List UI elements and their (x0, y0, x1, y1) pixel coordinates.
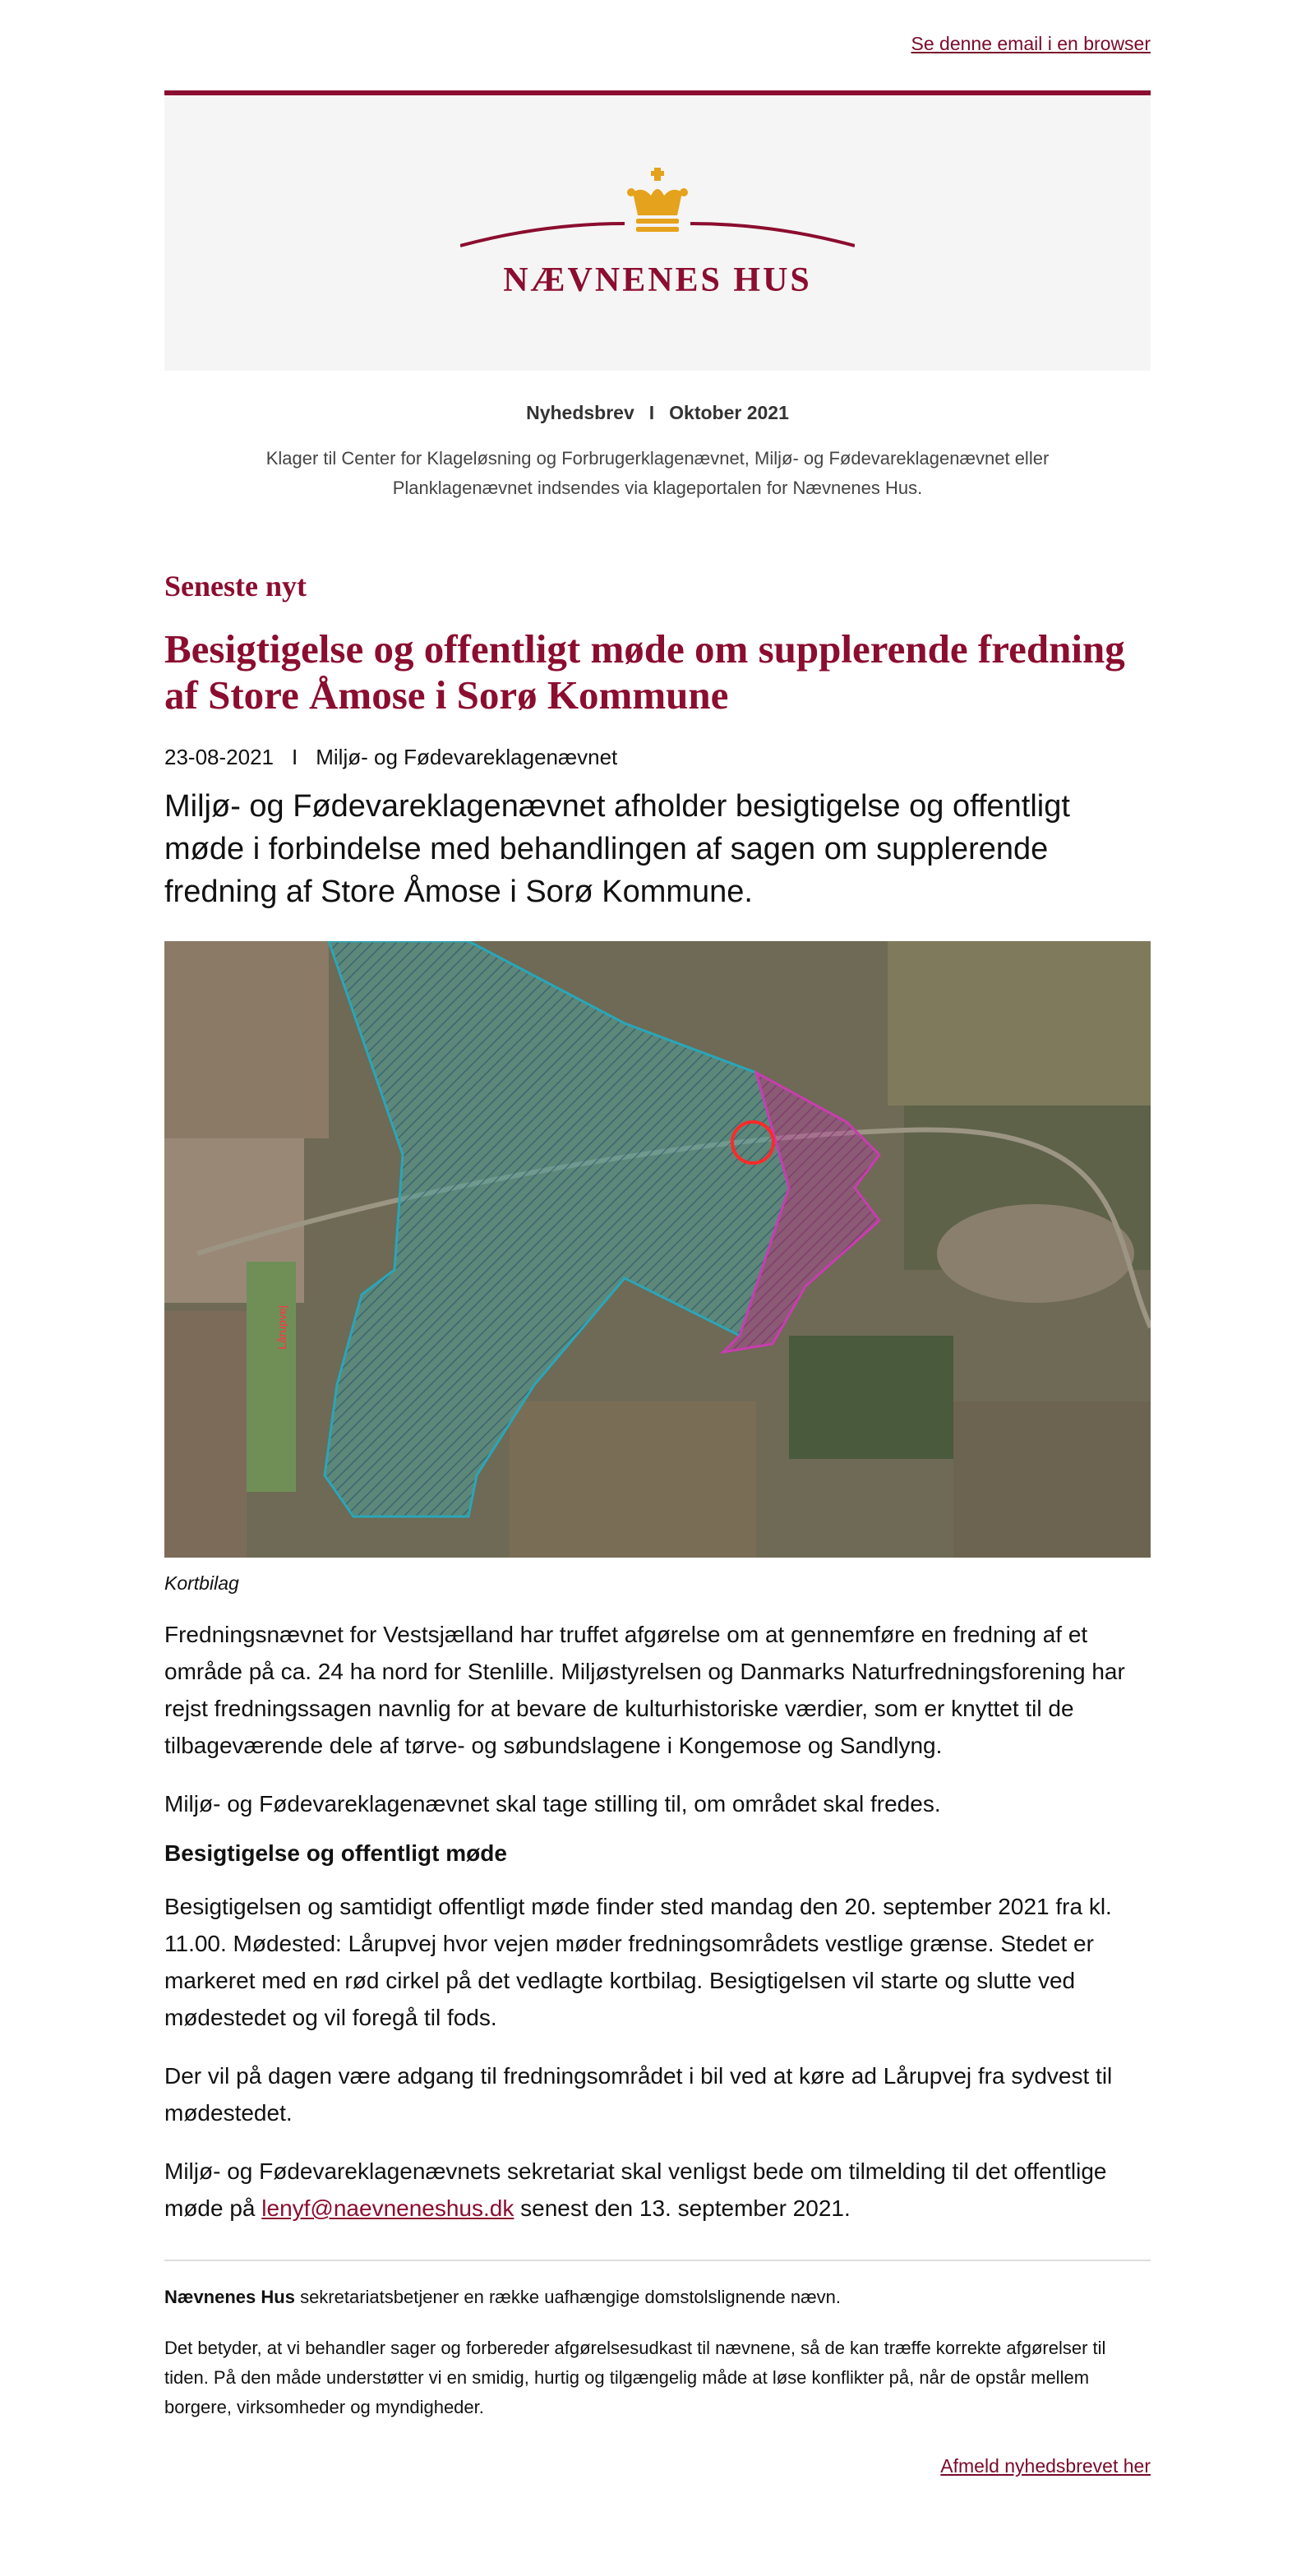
body-subheading: Besigtigelse og offentligt møde (164, 1840, 507, 1866)
unsubscribe-row (164, 2455, 1151, 2477)
naevnenes-hus-logo (460, 168, 855, 307)
map-image (164, 941, 1151, 1558)
footer-paragraph-2: Det betyder, at vi behandler sager og forbereder afgørelsesudkast til nævnene, så de kan træffe korrekte afgørelser til tiden. På den måde understøtter vi en smidig, hurtig og tilgængelig måde at løse konflikter på, når de opstår mellem borgere, virksomheder og myndigheder. (164, 2338, 1106, 2417)
logo-text: NÆVNENES HUS (503, 261, 812, 299)
article-source: Miljø- og Fødevareklagenævnet (316, 745, 618, 769)
body-paragraph-5 (164, 2153, 1151, 2227)
email-container (164, 0, 1151, 2477)
footer-divider (164, 2260, 1151, 2261)
top-link-row (164, 0, 1151, 90)
body-paragraph-1: Fredningsnævnet for Vestsjælland har truffet afgørelse om at gennemføre en fredning af et område på ca. 24 ha nord for Stenlille. Miljøstyrelsen og Danmarks Naturfredningsforening har rejst fredningssagen navnlig for at bevare de kulturhistoriske værdier, som er knyttet til de tilbageværende dele af tørve- og søbundslagene i Kongemose og Sandlyng. (164, 1622, 1125, 1758)
footer-paragraph-1 (164, 2283, 1151, 2312)
signup-text-before: Miljø- og Fødevareklagenævnets sekretariat skal venligst bede om tilmelding til det offentlige møde på (164, 2158, 1107, 2221)
newsletter-meta (164, 402, 1151, 424)
article-lead: Miljø- og Fødevareklagenævnet afholder besigtigelse og offentligt møde i forbindelse med behandlingen af sagen om supplerende fredning af Store Åmose i Sorø Kommune. (164, 789, 1070, 909)
header-banner (164, 90, 1151, 371)
map-caption: Kortbilag (164, 1572, 239, 1594)
newsletter-type: Nyhedsbrev (526, 402, 634, 423)
signup-text-after: senest den 13. september 2021. (514, 2195, 851, 2221)
article-body (164, 1616, 1151, 2227)
body-paragraph-4: Der vil på dagen være adgang til fredningsområdet i bil ved at køre ad Lårupvej fra sydvest til mødestedet. (164, 2063, 1113, 2126)
body-paragraph-3: Besigtigelsen og samtidigt offentligt møde finder sted mandag den 20. september 2021 fra kl. 11.00. Mødested: Lårupvej hvor vejen møder fredningsområdets vestlige grænse. Stedet er markeret med en rød cirkel på det vedlagte kortbilag. Besigtigelsen vil starte og slutte ved mødestedet og vil foregå til fods. (164, 1894, 1112, 2030)
view-in-browser-link[interactable]: Se denne email i en browser (911, 33, 1151, 54)
signup-email-link[interactable]: lenyf@naevneneshus.dk (261, 2195, 514, 2221)
crown-icon (627, 168, 688, 232)
footer-org-description: sekretariatsbetjener en række uafhængige domstolslignende nævn. (294, 2287, 842, 2307)
arc-right (690, 224, 855, 246)
dateline-separator: I (292, 745, 298, 769)
newsletter-period: Oktober 2021 (669, 402, 789, 423)
arc-left (460, 224, 625, 246)
footer (164, 2283, 1151, 2477)
meta-separator: I (648, 402, 655, 423)
body-paragraph-2: Miljø- og Fødevareklagenævnet skal tage stilling til, om området skal fredes. (164, 1791, 941, 1817)
unsubscribe-link[interactable]: Afmeld nyhedsbrevet her (940, 2455, 1151, 2477)
article-headline[interactable]: Besigtigelse og offentligt møde om supplerende fredning af Store Åmose i Sorø Kommune (164, 626, 1125, 718)
footer-org-name: Nævnenes Hus (164, 2287, 295, 2307)
article-dateline (164, 745, 1151, 770)
intro-text: Klager til Center for Klageløsning og Forbrugerklagenævnet, Miljø- og Fødevareklagenævnet eller Planklagenævnet indsendes via klageportalen for Nævnenes Hus. (265, 448, 1050, 498)
section-title: Seneste nyt (164, 570, 307, 602)
map-road-label: Lårupvej (275, 1305, 288, 1350)
article-date: 23-08-2021 (164, 745, 274, 769)
